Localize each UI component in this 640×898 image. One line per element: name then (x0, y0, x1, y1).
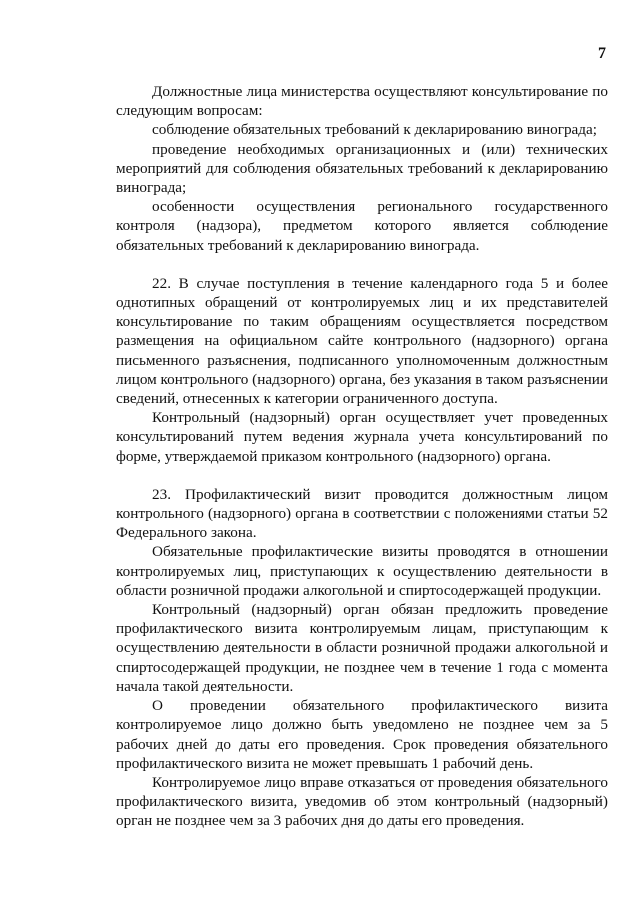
paragraph: проведение необходимых организационных и (или) технических мероприятий для соблюдения обязательных требований к декларированию винограда; (116, 140, 608, 197)
paragraph: 22. В случае поступления в течение календарного года 5 и более однотипных обращений от контролируемых лиц и их представителей консультирование по таким обращениям осуществляется посредством размещения на официальном сайте контрольного (надзорного) органа письменного разъяснения, подписанного уполномоченным должностным лицом контрольного (надзорного) органа, без указания в таком разъяснении сведений, отнесенных к категории ограниченного доступа. (116, 274, 608, 408)
section-23 (116, 485, 608, 831)
paragraph: Контрольный (надзорный) орган обязан предложить проведение профилактического визита контролируемым лицам, приступающим к осуществлению деятельности в области розничной продажи алкогольной и спиртосодержащей продукции, не позднее чем в течение 1 года с момента начала такой деятельности. (116, 601, 608, 695)
paragraph: соблюдение обязательных требований к декларированию винограда; (152, 121, 597, 139)
page-number: 7 (598, 45, 606, 62)
paragraph: О проведении обязательного профилактического визита контролируемое лицо должно быть уведомлено не позднее чем за 5 рабочих дней до даты его проведения. Срок проведения обязательного профилактического визита не может превышать 1 рабочий день. (116, 697, 608, 772)
consultation-topics-block (116, 82, 608, 255)
document-body (116, 82, 608, 831)
paragraph: особенности осуществления регионального государственного контроля (надзора), предметом которого является соблюдение обязательных требований к декларированию винограда. (116, 198, 608, 254)
section-22 (116, 274, 608, 466)
paragraph: Обязательные профилактические визиты проводятся в отношении контролируемых лиц, приступающих к осуществлению деятельности в области розничной продажи алкогольной и спиртосодержащей продукции. (116, 543, 608, 599)
paragraph: Контрольный (надзорный) орган осуществляет учет проведенных консультирований путем ведения журнала учета консультирований по форме, утверждаемой приказом контрольного (надзорного) органа. (116, 409, 608, 465)
paragraph: Должностные лица министерства осуществляют консультирование по следующим вопросам: (116, 83, 608, 120)
paragraph: 23. Профилактический визит проводится должностным лицом контрольного (надзорного) органа в соответствии с положениями статьи 52 Федерального закона. (116, 485, 608, 542)
paragraph: Контролируемое лицо вправе отказаться от проведения обязательного профилактического визита, уведомив об этом контрольный (надзорный) орган не позднее чем за 3 рабочих дня до даты его проведения. (116, 773, 608, 830)
